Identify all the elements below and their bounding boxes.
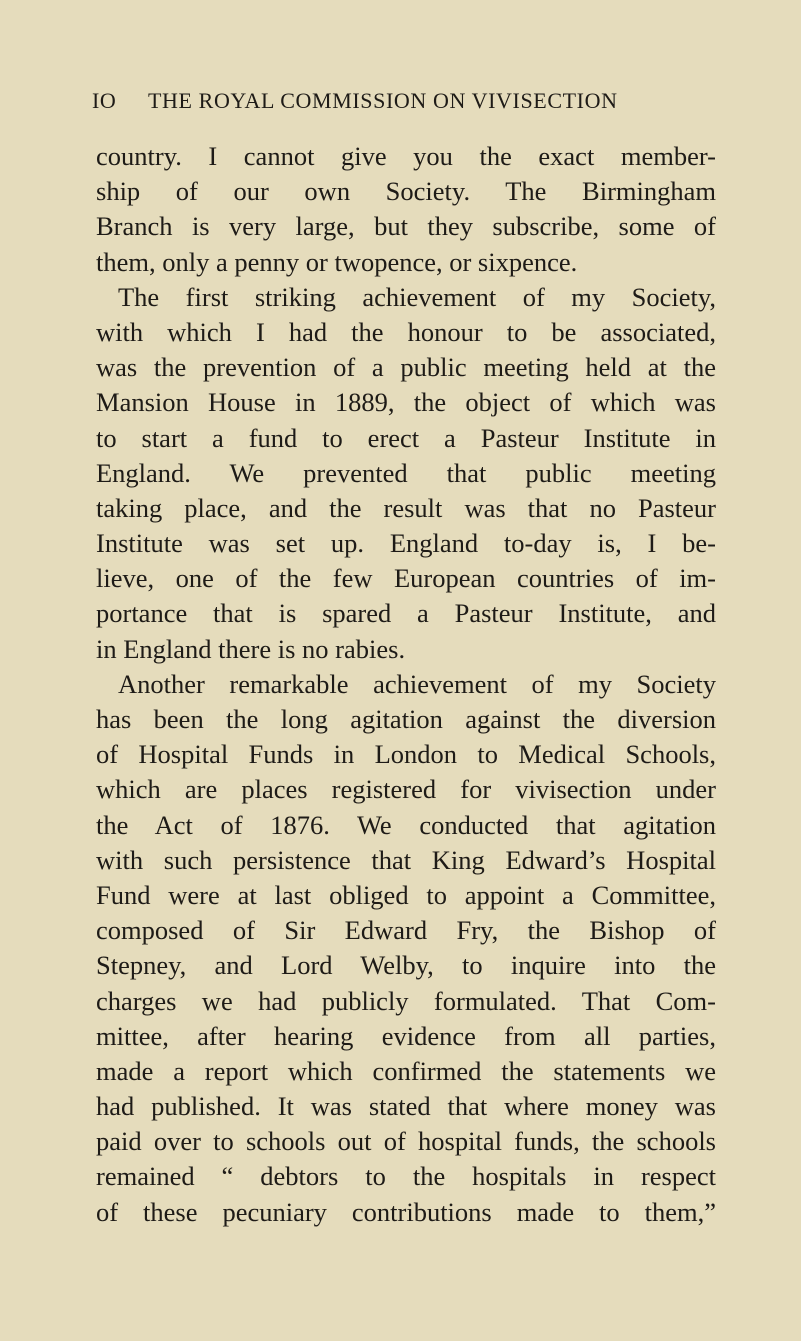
text-line: Branch is very large, but they subscribe, some of bbox=[96, 211, 716, 242]
text-line: the Act of 1876. We conducted that agitation bbox=[96, 809, 716, 840]
text-line: them, only a penny or twopence, or sixpence. bbox=[96, 246, 578, 277]
text-line: which are places registered for vivisection under bbox=[96, 774, 716, 805]
text-line: with such persistence that King Edward’s Hospital bbox=[96, 844, 716, 875]
text-line: portance that is spared a Pasteur Institute, and bbox=[96, 598, 716, 629]
paragraph-first-line: The first striking achievement of my Society, bbox=[118, 281, 716, 312]
page-number: IO bbox=[92, 88, 117, 113]
text-line: of Hospital Funds in London to Medical Schools, bbox=[96, 739, 716, 770]
text-line: taking place, and the result was that no Pasteur bbox=[96, 492, 716, 523]
running-header bbox=[92, 88, 712, 118]
text-line: was the prevention of a public meeting held at the bbox=[96, 352, 716, 383]
text-line: England. We prevented that public meeting bbox=[96, 457, 716, 488]
text-line: ship of our own Society. The Birmingham bbox=[96, 176, 716, 207]
text-line: to start a fund to erect a Pasteur Institute in bbox=[96, 422, 716, 453]
text-line: mittee, after hearing evidence from all parties, bbox=[96, 1020, 716, 1051]
text-line: composed of Sir Edward Fry, the Bishop of bbox=[96, 915, 716, 946]
text-line: country. I cannot give you the exact member- bbox=[96, 141, 716, 171]
text-line: in England there is no rabies. bbox=[96, 633, 406, 664]
text-line: lieve, one of the few European countries of im- bbox=[96, 563, 716, 594]
text-line: Mansion House in 1889, the object of which was bbox=[96, 387, 716, 418]
text-line: Stepney, and Lord Welby, to inquire into the bbox=[96, 950, 716, 981]
text-line: of these pecuniary contributions made to them,” bbox=[96, 1196, 716, 1227]
text-line: made a report which confirmed the statements we bbox=[96, 1055, 716, 1086]
text-line: charges we had publicly formulated. That Com- bbox=[96, 985, 716, 1016]
text-line: has been the long agitation against the diversion bbox=[96, 704, 716, 734]
text-line: remained “ debtors to the hospitals in respect bbox=[96, 1161, 716, 1192]
running-title: THE ROYAL COMMISSION ON VIVISECTION bbox=[148, 88, 618, 113]
text-line: Institute was set up. England to-day is, I be- bbox=[96, 528, 716, 559]
paragraph-first-line: Another remarkable achievement of my Society bbox=[118, 668, 716, 699]
text-line: with which I had the honour to be associated, bbox=[96, 316, 716, 347]
text-line: had published. It was stated that where money was bbox=[96, 1091, 716, 1122]
text-line: Fund were at last obliged to appoint a Committee, bbox=[96, 879, 716, 910]
text-line: paid over to schools out of hospital funds, the schools bbox=[96, 1126, 716, 1157]
body-text bbox=[96, 139, 716, 1230]
